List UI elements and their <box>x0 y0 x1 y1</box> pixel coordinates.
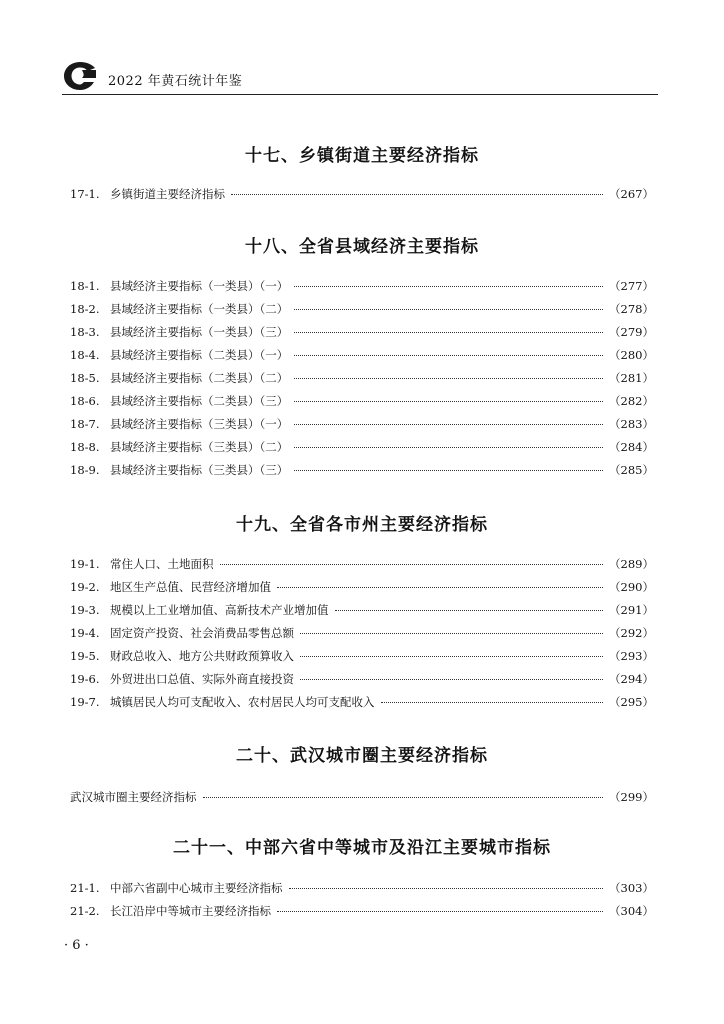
toc-entry-19-7[interactable] <box>70 694 654 712</box>
toc-entry-19-5[interactable] <box>70 648 654 666</box>
dot-leader <box>294 469 603 471</box>
yearbook-logo-icon <box>62 60 98 92</box>
dot-leader <box>294 354 603 356</box>
entry-number: 17-1. <box>70 187 100 201</box>
entry-number: 18-2. <box>70 302 100 316</box>
section-title-19: 十九、全省各市州主要经济指标 <box>236 515 488 535</box>
toc-entry-19-4[interactable] <box>70 625 654 643</box>
toc-entry-18-8[interactable] <box>70 439 654 457</box>
entry-number: 18-6. <box>70 394 100 408</box>
dot-leader <box>381 701 604 703</box>
entry-number: 18-3. <box>70 325 100 339</box>
dot-leader <box>294 331 603 333</box>
header-rule <box>62 94 658 95</box>
entry-label: 常住人口、土地面积 <box>110 557 214 571</box>
entry-number: 19-6. <box>70 672 100 686</box>
toc-entry-21-1[interactable] <box>70 880 654 898</box>
entry-number: 19-4. <box>70 626 100 640</box>
toc-entry-18-6[interactable] <box>70 393 654 411</box>
entry-label: 县域经济主要指标（二类县）（二） <box>110 371 289 385</box>
entry-number: 18-9. <box>70 463 100 477</box>
toc-entry-19-3[interactable] <box>70 602 654 620</box>
toc-entry-19-6[interactable] <box>70 671 654 689</box>
header-title: 2022 年黄石统计年鉴 <box>108 74 243 89</box>
entry-number: 21-1. <box>70 881 100 895</box>
entry-label: 地区生产总值、民营经济增加值 <box>110 580 271 594</box>
entry-label: 规模以上工业增加值、高新技术产业增加值 <box>110 603 329 617</box>
section-title-17: 十七、乡镇街道主要经济指标 <box>245 146 479 166</box>
dot-leader <box>289 887 604 889</box>
entry-number: 18-5. <box>70 371 100 385</box>
dot-leader <box>231 193 603 195</box>
entry-page: （293） <box>609 649 654 663</box>
entry-page: （291） <box>609 603 654 617</box>
entry-label: 外贸进出口总值、实际外商直接投资 <box>110 672 294 686</box>
toc-entry-20[interactable] <box>70 789 654 807</box>
entry-number: 19-3. <box>70 603 100 617</box>
entry-page: （303） <box>609 881 654 895</box>
entry-page: （299） <box>609 790 654 804</box>
entry-page: （280） <box>609 348 654 362</box>
dot-leader <box>294 423 603 425</box>
section-title-18: 十八、全省县域经济主要指标 <box>245 237 479 257</box>
entry-label: 财政总收入、地方公共财政预算收入 <box>110 649 294 663</box>
entry-number: 18-1. <box>70 279 100 293</box>
entry-page: （279） <box>609 325 654 339</box>
entry-label: 武汉城市圈主要经济指标 <box>70 790 197 804</box>
dot-leader <box>300 655 603 657</box>
entry-number: 18-8. <box>70 440 100 454</box>
entry-label: 县域经济主要指标（一类县）（三） <box>110 325 289 339</box>
entry-page: （267） <box>609 187 654 201</box>
entry-label: 固定资产投资、社会消费品零售总额 <box>110 626 294 640</box>
entry-page: （295） <box>609 695 654 709</box>
dot-leader <box>294 377 603 379</box>
toc-entry-19-1[interactable] <box>70 556 654 574</box>
section-title-21: 二十一、中部六省中等城市及沿江主要城市指标 <box>173 838 551 858</box>
dot-leader <box>294 400 603 402</box>
dot-leader <box>300 678 603 680</box>
entry-page: （283） <box>609 417 654 431</box>
entry-label: 县域经济主要指标（一类县）（一） <box>110 279 289 293</box>
entry-page: （294） <box>609 672 654 686</box>
dot-leader <box>220 563 604 565</box>
entry-label: 县域经济主要指标（三类县）（三） <box>110 463 289 477</box>
entry-page: （282） <box>609 394 654 408</box>
entry-label: 县域经济主要指标（二类县）（三） <box>110 394 289 408</box>
entry-page: （278） <box>609 302 654 316</box>
entry-label: 县域经济主要指标（一类县）（二） <box>110 302 289 316</box>
entry-page: （284） <box>609 440 654 454</box>
entry-label: 县域经济主要指标（三类县）（二） <box>110 440 289 454</box>
dot-leader <box>294 308 603 310</box>
entry-number: 18-7. <box>70 417 100 431</box>
entry-page: （281） <box>609 371 654 385</box>
dot-leader <box>203 796 604 798</box>
dot-leader <box>277 910 603 912</box>
entry-number: 18-4. <box>70 348 100 362</box>
entry-number: 19-5. <box>70 649 100 663</box>
page-header <box>62 60 658 100</box>
dot-leader <box>294 285 603 287</box>
toc-entry-18-1[interactable] <box>70 278 654 296</box>
entry-page: （292） <box>609 626 654 640</box>
dot-leader <box>300 632 603 634</box>
entry-label: 中部六省副中心城市主要经济指标 <box>110 881 283 895</box>
entry-page: （304） <box>609 904 654 918</box>
entry-label: 长江沿岸中等城市主要经济指标 <box>110 904 271 918</box>
entry-page: （289） <box>609 557 654 571</box>
entry-label: 县域经济主要指标（二类县）（一） <box>110 348 289 362</box>
toc-entry-18-4[interactable] <box>70 347 654 365</box>
toc-entry-19-2[interactable] <box>70 579 654 597</box>
toc-entry-18-2[interactable] <box>70 301 654 319</box>
entry-label: 县域经济主要指标（三类县）（一） <box>110 417 289 431</box>
entry-page: （277） <box>609 279 654 293</box>
dot-leader <box>277 586 603 588</box>
entry-label: 城镇居民人均可支配收入、农村居民人均可支配收入 <box>110 695 375 709</box>
toc-entry-18-7[interactable] <box>70 416 654 434</box>
entry-number: 19-1. <box>70 557 100 571</box>
entry-label: 乡镇街道主要经济指标 <box>110 187 225 201</box>
entry-page: （290） <box>609 580 654 594</box>
entry-number: 19-2. <box>70 580 100 594</box>
entry-number: 21-2. <box>70 904 100 918</box>
toc-entry-18-9[interactable] <box>70 462 654 480</box>
dot-leader <box>335 609 604 611</box>
toc-entry-21-2[interactable] <box>70 903 654 921</box>
dot-leader <box>294 446 603 448</box>
toc-entry-17-1[interactable] <box>70 186 654 204</box>
section-title-20: 二十、武汉城市圈主要经济指标 <box>236 746 488 766</box>
toc-entry-18-5[interactable] <box>70 370 654 388</box>
toc-entry-18-3[interactable] <box>70 324 654 342</box>
page-number: · 6 · <box>64 938 89 953</box>
entry-number: 19-7. <box>70 695 100 709</box>
entry-page: （285） <box>609 463 654 477</box>
